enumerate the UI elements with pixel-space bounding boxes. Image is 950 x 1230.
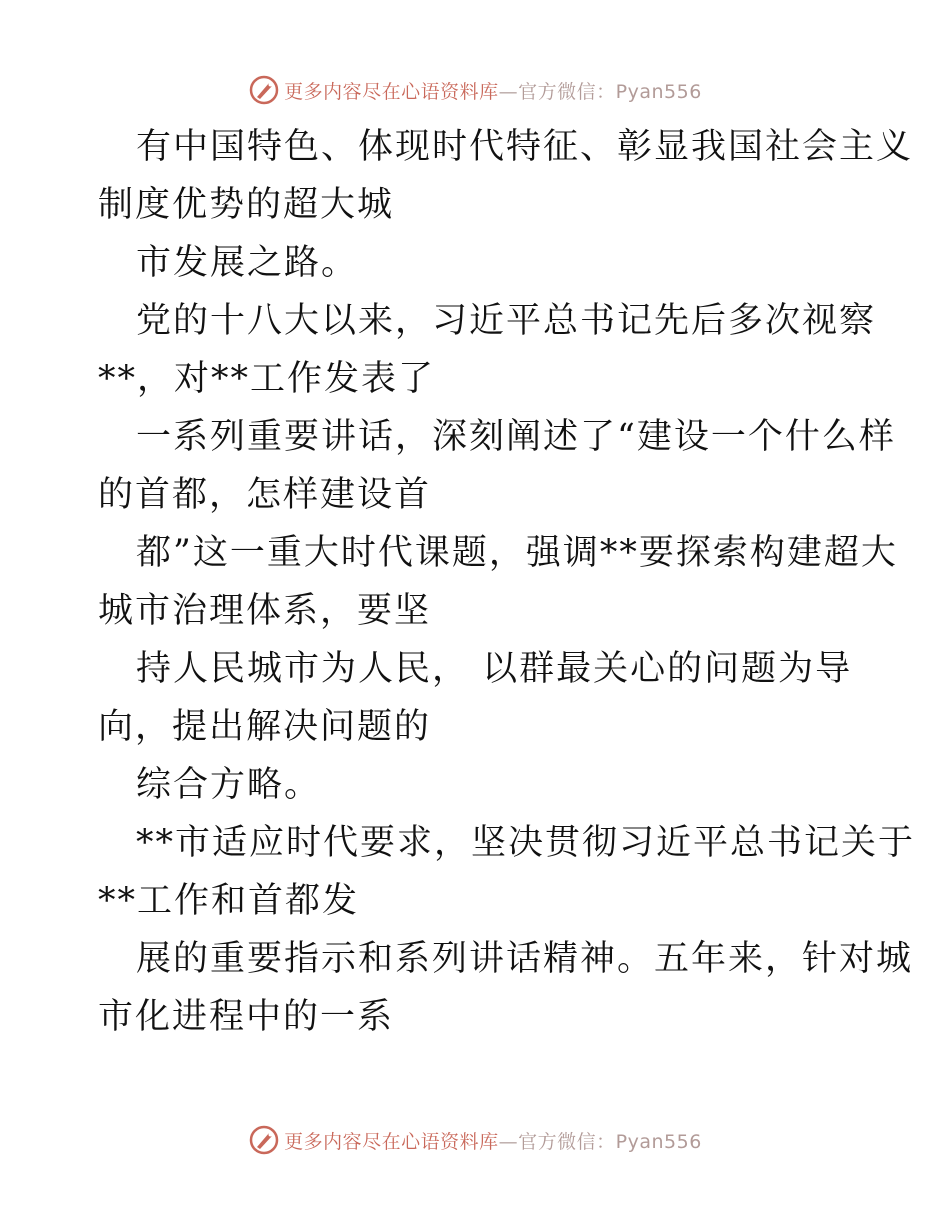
document-body xyxy=(98,118,916,1046)
text-line: 一系列重要讲话，深刻阐述了“建设一个什么样 xyxy=(136,417,896,457)
text-line: 城市治理体系，要坚 xyxy=(98,591,432,631)
text-line: 制度优势的超大城 xyxy=(98,185,395,225)
text-line: 市发展之路。 xyxy=(136,243,359,283)
watermark-contact: 官方微信：Pyan556 xyxy=(518,1130,702,1153)
text-line: 综合方略。 xyxy=(136,765,322,805)
text-line: **工作和首都发 xyxy=(98,881,360,921)
text-line: 都”这一重大时代课题，强调**要探索构建超大 xyxy=(136,533,898,573)
pen-circle-logo-icon xyxy=(248,1124,280,1156)
text-line: **市适应时代要求，坚决贯彻习近平总书记关于 xyxy=(136,823,916,863)
pen-circle-logo-icon xyxy=(248,74,280,106)
watermark-main: 更多内容尽在心语资料库 xyxy=(284,1130,499,1153)
watermark-separator: — xyxy=(498,1130,519,1153)
text-line: 的首都，怎样建设首 xyxy=(98,475,432,515)
text-line: 党的十八大以来，习近平总书记先后多次视察 xyxy=(136,301,877,341)
text-line: 持人民城市为人民， 以群最关心的问题为导 xyxy=(136,649,853,689)
text-line: 向，提出解决问题的 xyxy=(98,707,432,747)
footer-watermark xyxy=(0,1120,950,1160)
header-watermark-text xyxy=(284,77,702,104)
text-line: 展的重要指示和系列讲话精神。五年来，针对城 xyxy=(136,939,914,979)
watermark-contact: 官方微信：Pyan556 xyxy=(518,80,702,103)
watermark-main: 更多内容尽在心语资料库 xyxy=(284,80,499,103)
footer-watermark-text xyxy=(284,1127,702,1154)
watermark-separator: — xyxy=(498,80,519,103)
text-line: 有中国特色、体现时代特征、彰显我国社会主义 xyxy=(136,127,914,167)
text-line: **，对**工作发表了 xyxy=(98,359,436,399)
text-line: 市化进程中的一系 xyxy=(98,997,395,1037)
header-watermark xyxy=(0,70,950,110)
